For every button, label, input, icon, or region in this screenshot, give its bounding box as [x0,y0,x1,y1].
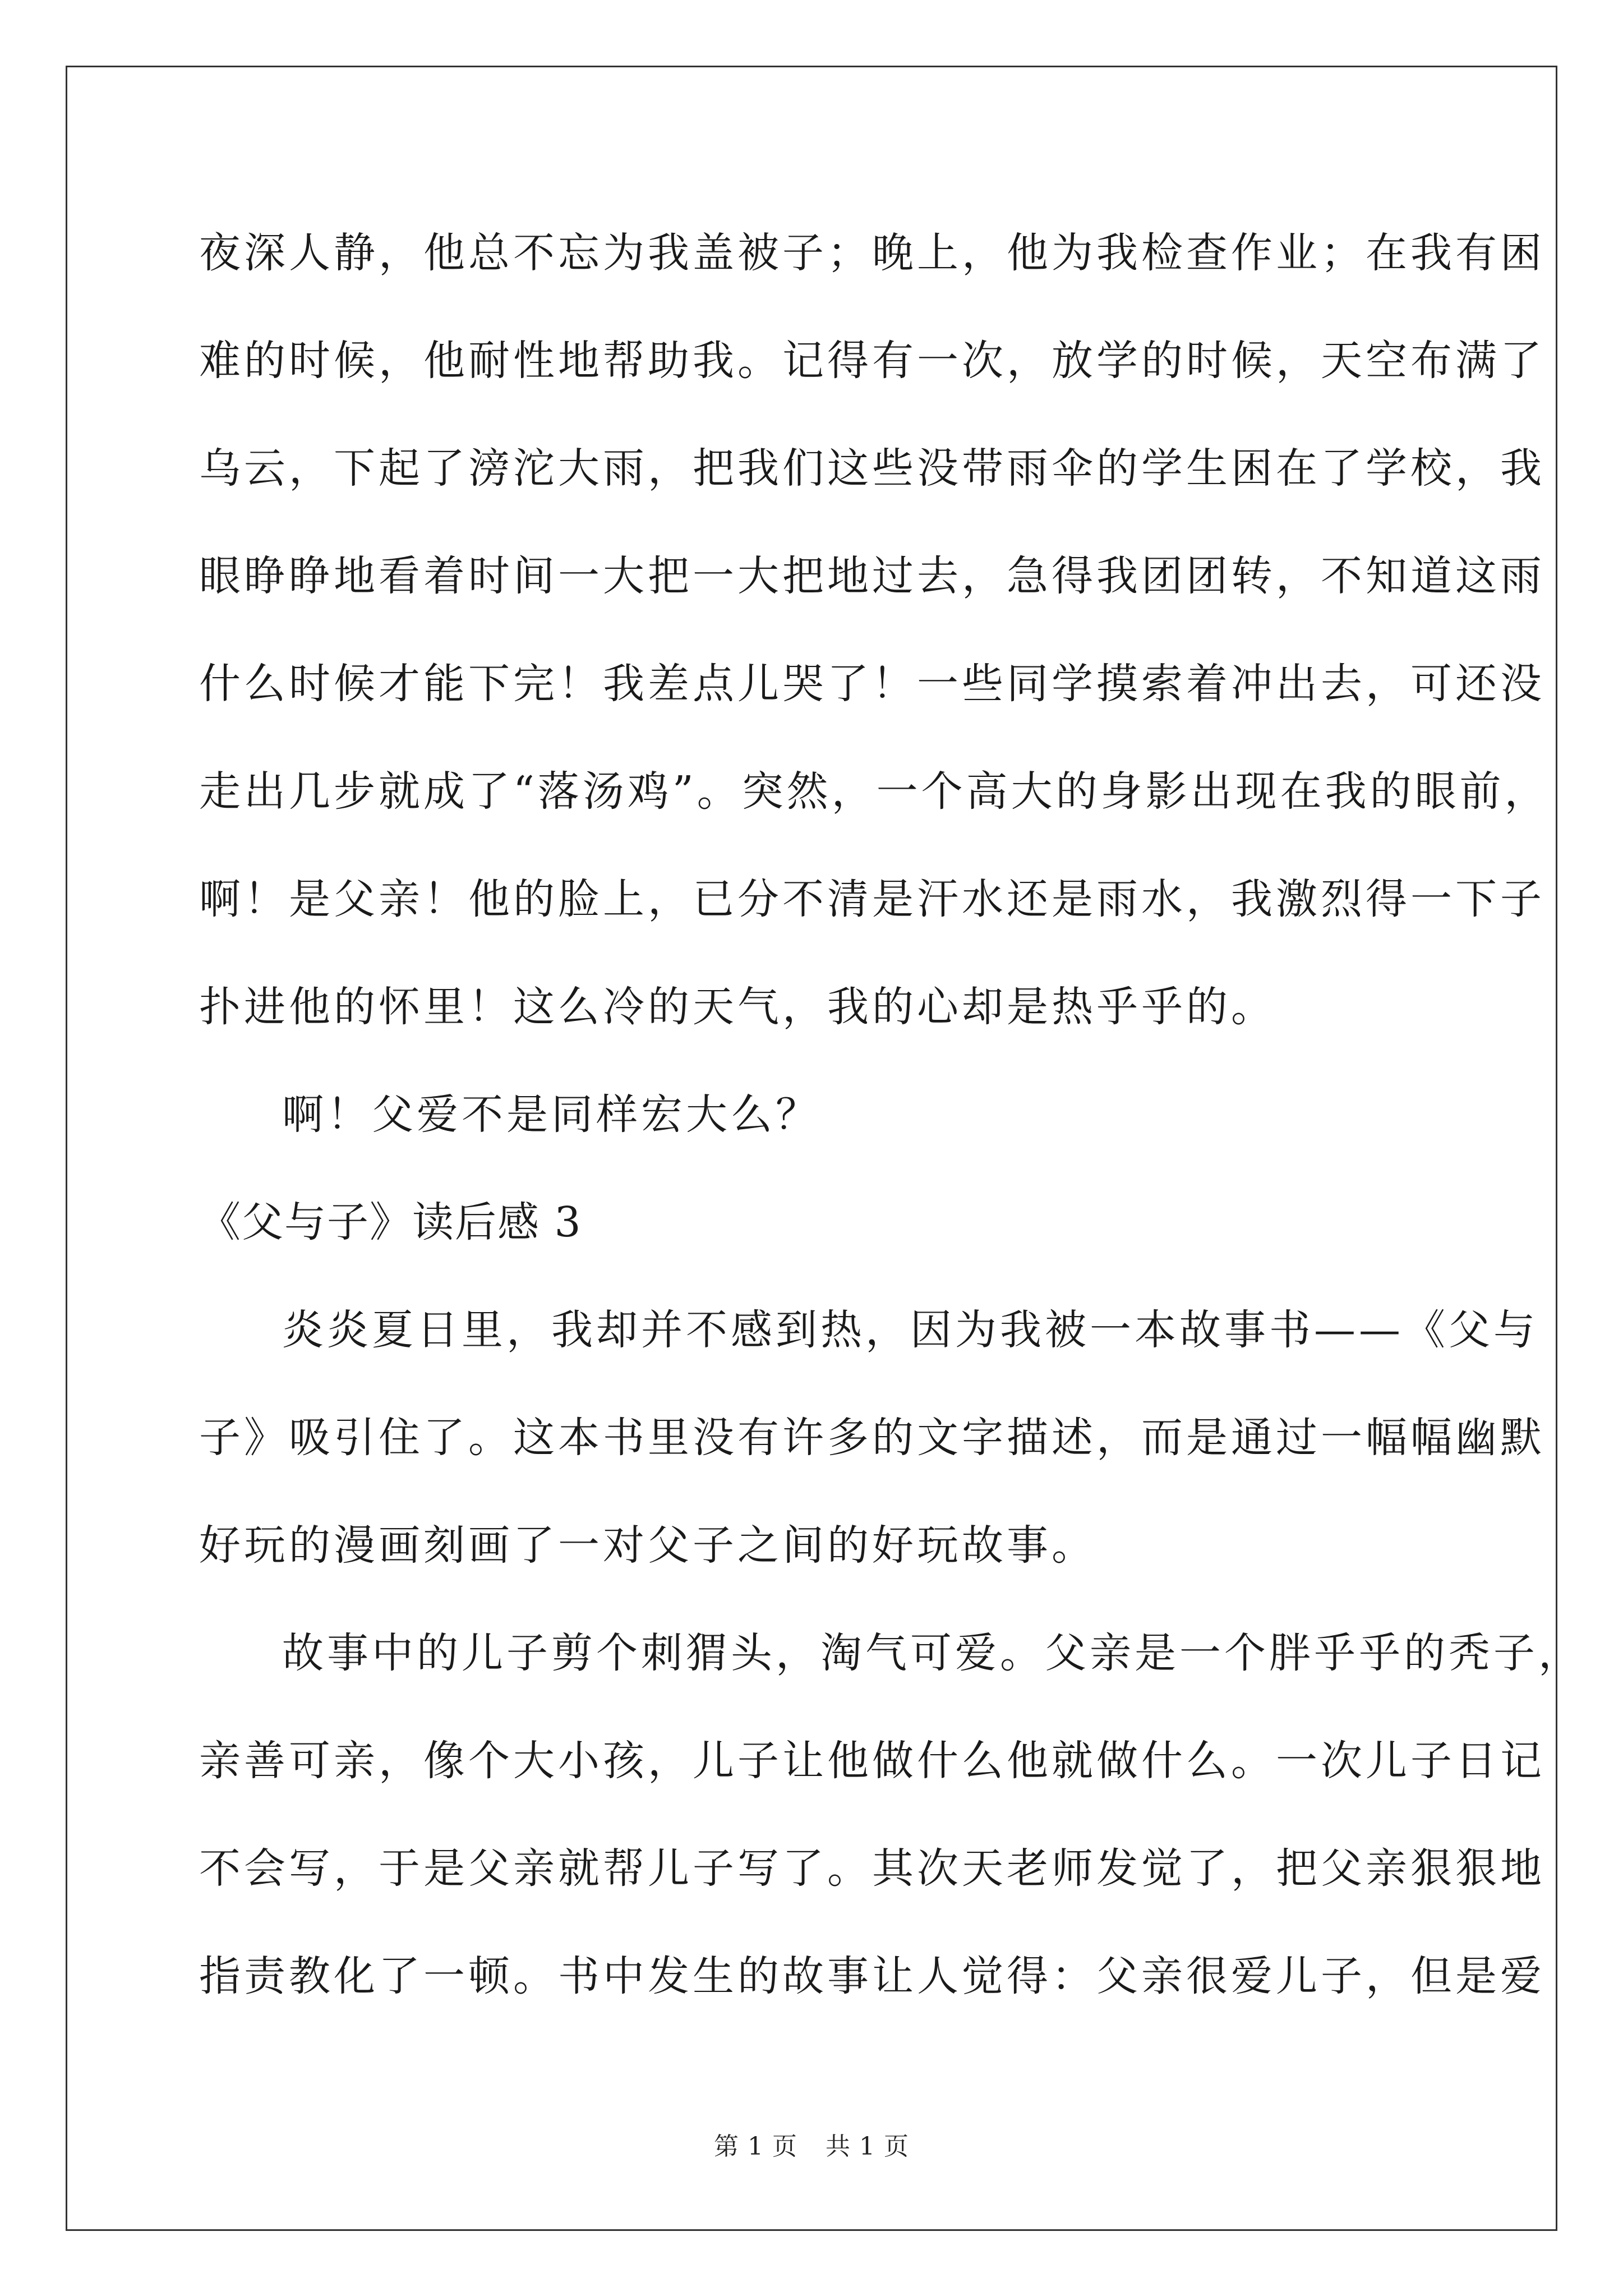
text-line: 亲善可亲，像个大小孩，儿子让他做什么他就做什么。一次儿子日记 [199,1737,1545,1785]
text-line: 故事中的儿子剪个刺猬头，淘气可爱。父亲是一个胖乎乎的秃子， [282,1629,1583,1677]
text-line: 好玩的漫画刻画了一对父子之间的好玩故事。 [199,1521,1096,1570]
text-line: 眼睁睁地看着时间一大把一大把地过去，急得我团团转，不知道这雨 [199,552,1545,600]
text-line: 乌云，下起了滂沱大雨，把我们这些没带雨伞的学生困在了学校，我 [199,444,1545,493]
text-line: 子》吸引住了。这本书里没有许多的文字描述，而是通过一幅幅幽默 [199,1414,1545,1462]
text-line: 难的时候，他耐性地帮助我。记得有一次，放学的时候，天空布满了 [199,337,1545,385]
text-line: 扑进他的怀里！这么冷的天气，我的心却是热乎乎的。 [199,983,1276,1031]
page-total: 共 1 页 [826,2132,909,2161]
text-line: 不会写，于是父亲就帮儿子写了。其次天老师发觉了，把父亲狠狠地 [199,1844,1545,1893]
text-line: 炎炎夏日里，我却并不感到热，因为我被一本故事书——《父与 [282,1306,1538,1354]
page-number: 第 1 页 [714,2132,797,2161]
section-heading: 《父与子》读后感 3 [199,1198,582,1246]
text-line: 什么时候才能下完！我差点儿哭了！一些同学摸索着冲出去，可还没 [199,660,1545,708]
text-line: 走出几步就成了“落汤鸡”。突然，一个高大的身影出现在我的眼前， [199,767,1550,816]
page-footer [0,2126,1623,2162]
text-line: 啊！是父亲！他的脸上，已分不清是汗水还是雨水，我激烈得一下子 [199,875,1545,923]
text-line: 啊！父爱不是同样宏大么？ [282,1091,820,1139]
text-line: 夜深人静，他总不忘为我盖被子；晚上，他为我检查作业；在我有困 [199,229,1545,277]
text-line: 指责教化了一顿。书中发生的故事让人觉得：父亲很爱儿子，但是爱 [199,1952,1545,2000]
